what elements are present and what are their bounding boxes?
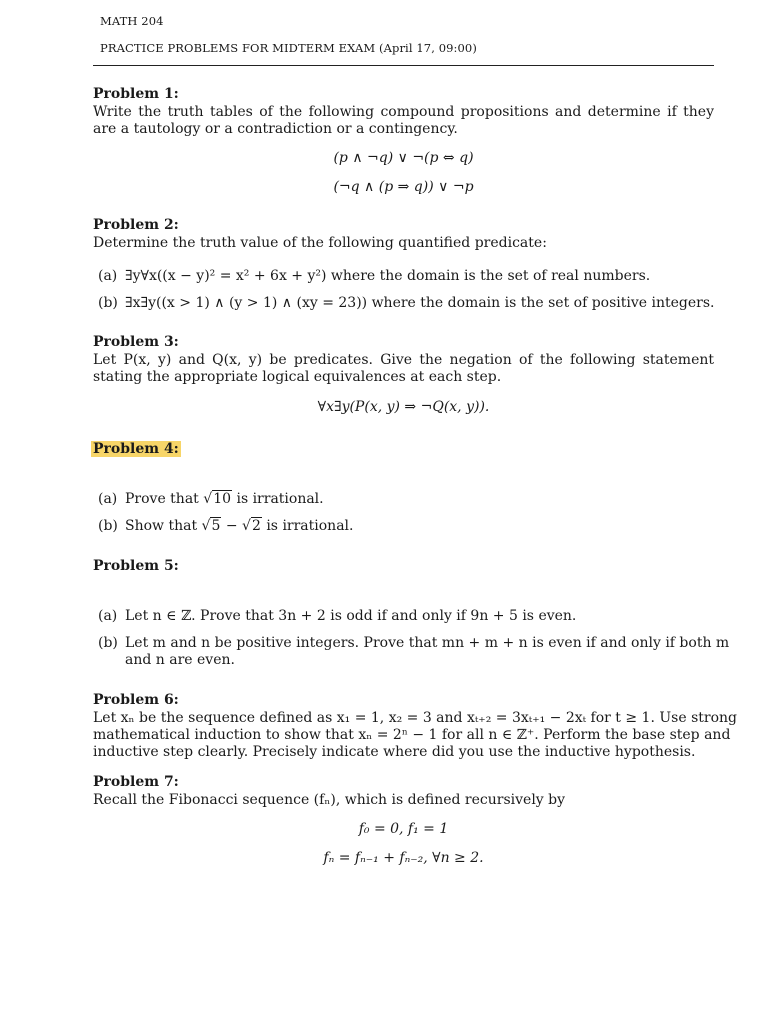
problem-1-text: Write the truth tables of the following compound propositions and determine if they are a tautology or a contradiction or a contingency. <box>93 104 714 137</box>
problem-1-title: Problem 1: <box>93 86 179 102</box>
problem-5-item-b <box>98 635 729 652</box>
problem-6-line-3: inductive step clearly. Precisely indicate where did you use the inductive hypothesis. <box>93 744 696 760</box>
item-pre: Prove that <box>125 491 204 507</box>
course-code: MATH 204 <box>100 14 164 28</box>
problem-2-text: Determine the truth value of the following quantified predicate: <box>93 235 547 251</box>
item-pre: Show that <box>125 518 202 534</box>
problem-2-title: Problem 2: <box>93 217 179 233</box>
item-text: Let n ∈ ℤ. Prove that 3n + 2 is odd if and only if 9n + 5 is even. <box>125 608 577 624</box>
problem-2-item-a <box>98 268 650 285</box>
sqrt-sign: √ <box>242 518 251 534</box>
problem-3-text: Let P(x, y) and Q(x, y) be predicates. Give the negation of the following statement stating the appropriate logical equivalences at each step. <box>93 352 714 385</box>
item-post: is irrational. <box>261 518 354 534</box>
problem-5-title: Problem 5: <box>93 558 179 574</box>
problem-7-title: Problem 7: <box>93 774 179 790</box>
document-title: PRACTICE PROBLEMS FOR MIDTERM EXAM (April 17, 09:00) <box>100 41 477 55</box>
item-label: (a) <box>98 491 118 507</box>
sqrt-sign: √ <box>201 518 211 534</box>
problem-4-item-b <box>98 518 353 535</box>
problem-3-title: Problem 3: <box>93 334 179 350</box>
problem-7-formula-2: fₙ = fₙ₋₁ + fₙ₋₂, ∀n ≥ 2. <box>323 850 484 866</box>
radicand: 2 <box>251 518 261 534</box>
problem-4-title <box>93 441 181 457</box>
problem-5-item-a <box>98 608 576 625</box>
problem-6-line-1: Let xₙ be the sequence defined as x₁ = 1, x₂ = 3 and xₜ₊₂ = 3xₜ₊₁ − 2xₜ for t ≥ 1. Use strong <box>93 710 737 726</box>
item-label: (a) <box>98 608 118 624</box>
radicand: 10 <box>213 491 232 507</box>
problem-5-item-b-continued: and n are even. <box>125 652 235 668</box>
problem-2-item-b <box>98 295 715 312</box>
item-label: (b) <box>98 295 118 311</box>
item-text: ∃x∃y((x > 1) ∧ (y > 1) ∧ (xy = 23)) where the domain is the set of positive integers. <box>125 295 715 311</box>
problem-6-line-2: mathematical induction to show that xₙ = 2ⁿ − 1 for all n ∈ ℤ⁺. Perform the base step and <box>93 727 731 743</box>
header-rule <box>93 65 714 66</box>
item-mid: − <box>221 518 243 534</box>
problem-6-title: Problem 6: <box>93 692 179 708</box>
problem-7-formula-1: f₀ = 0, f₁ = 1 <box>358 821 449 837</box>
highlighted-title: Problem 4: <box>93 441 179 457</box>
item-label: (b) <box>98 518 118 534</box>
problem-4-item-a <box>98 491 324 508</box>
problem-1-formula-1: (p ∧ ¬q) ∨ ¬(p ⇔ q) <box>333 150 474 166</box>
radicand: 5 <box>211 518 221 534</box>
sqrt-sign: √ <box>203 491 213 507</box>
problem-7-text: Recall the Fibonacci sequence (fₙ), which is defined recursively by <box>93 792 566 808</box>
item-label: (b) <box>98 635 118 651</box>
item-text: ∃y∀x((x − y)² = x² + 6x + y²) where the domain is the set of real numbers. <box>125 268 651 284</box>
problem-3-formula: ∀x∃y(P(x, y) ⇒ ¬Q(x, y)). <box>317 399 490 415</box>
item-text-line-1: Let m and n be positive integers. Prove that mn + m + n is even if and only if both m <box>125 635 730 651</box>
item-post: is irrational. <box>232 491 324 507</box>
problem-1-formula-2: (¬q ∧ (p ⇒ q)) ∨ ¬p <box>333 179 474 195</box>
item-label: (a) <box>98 268 118 284</box>
